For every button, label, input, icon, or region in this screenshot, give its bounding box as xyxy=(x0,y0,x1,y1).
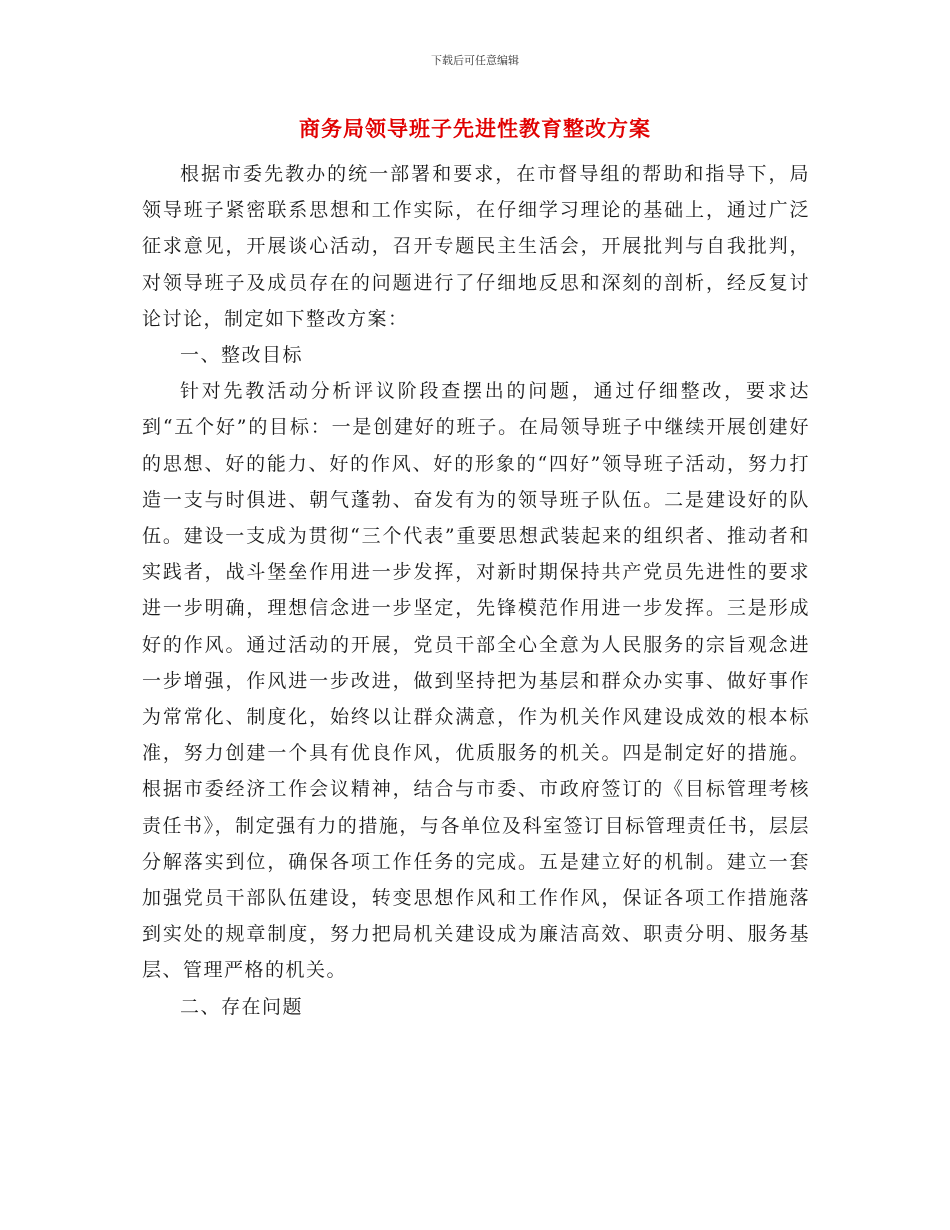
header-note: 下载后可任意编辑 xyxy=(431,54,519,67)
intro-paragraph: 根据市委先教办的统一部署和要求，在市督导组的帮助和指导下，局领导班子紧密联系思想和工作实际，在仔细学习理论的基础上，通过广泛征求意见，开展谈心活动，召开专题民主生活会，开展批判与自我批判，对领导班子及成员存在的问题进行了仔细地反思和深刻的剖析，经反复讨论讨论，制定如下整改方案： xyxy=(142,163,810,330)
document-body xyxy=(142,156,810,1025)
document-title: 商务局领导班子先进性教育整改方案 xyxy=(299,117,651,141)
goals-paragraph: 针对先教活动分析评议阶段查摆出的问题，通过仔细整改，要求达到“五个好”的目标：一是创建好的班子。在局领导班子中继续开展创建好的思想、好的能力、好的作风、好的形象的“四好”领导班子活动，努力打造一支与时俱进、朝气蓬勃、奋发有为的领导班子队伍。二是建设好的队伍。建设一支成为贯彻“三个代表”重要思想武装起来的组织者、推动者和实践者，战斗堡垒作用进一步发挥，对新时期保持共产党员先进性的要求进一步明确，理想信念进一步坚定，先锋模范作用进一步发挥。三是形成好的作风。通过活动的开展，党员干部全心全意为人民服务的宗旨观念进一步增强，作风进一步改进，做到坚持把为基层和群众办实事、做好事作为常常化、制度化，始终以让群众满意，作为机关作风建设成效的根本标准，努力创建一个具有优良作风，优质服务的机关。四是制定好的措施。根据市委经济工作会议精神，结合与市委、市政府签订的《目标管理考核责任书》，制定强有力的措施，与各单位及科室签订目标管理责任书，层层分解落实到位，确保各项工作任务的完成。五是建立好的机制。建立一套加强党员干部队伍建设，转变思想作风和工作作风，保证各项工作措施落到实处的规章制度，努力把局机关建设成为廉洁高效、职责分明、服务基层、管理严格的机关。 xyxy=(142,380,810,982)
section-heading-goals: 一、整改目标 xyxy=(180,344,304,367)
section-heading-problems: 二、存在问题 xyxy=(180,995,304,1018)
